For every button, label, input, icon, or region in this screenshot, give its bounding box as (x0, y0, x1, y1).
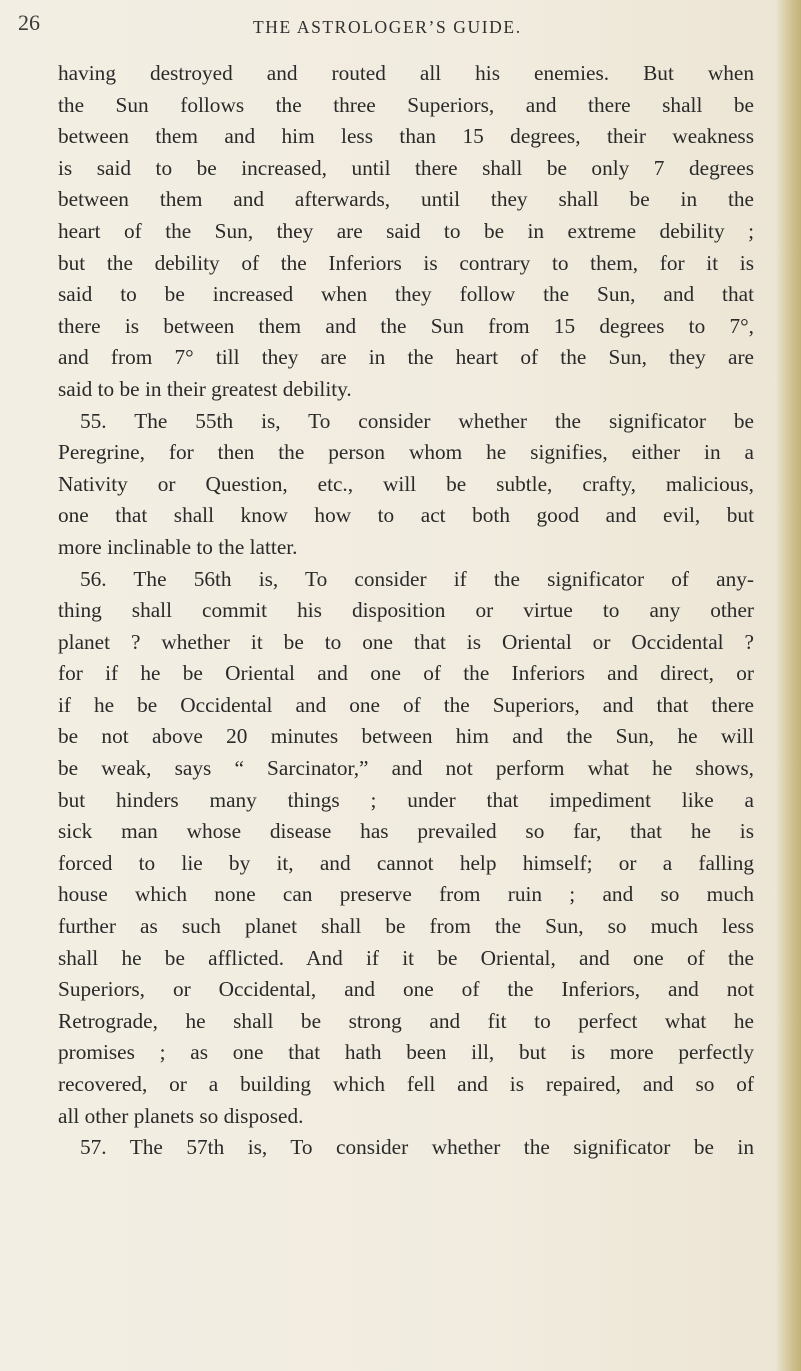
text-line: and from 7° till they are in the heart of the Sun, they are (58, 345, 754, 370)
running-head: THE ASTROLOGER’S GUIDE. (253, 17, 522, 37)
text-line: having destroyed and routed all his enemies. But when (58, 61, 754, 85)
text-line: one that shall know how to act both good and evil, but (58, 503, 754, 528)
text-line: there is between them and the Sun from 15 degrees to 7°, (58, 313, 754, 338)
text-line: forced to lie by it, and cannot help himself; or a falling (58, 850, 754, 875)
text-line: Superiors, or Occidental, and one of the Inferiors, and not (58, 977, 754, 1002)
text-line: heart of the Sun, they are said to be in extreme debility ; (58, 218, 754, 243)
text-line: the Sun follows the three Superiors, and there shall be (58, 92, 754, 117)
text-line: recovered, or a building which fell and is repaired, and so of (58, 1072, 754, 1096)
paragraph-55-line: 55. The 55th is, To consider whether the significator be (80, 408, 754, 433)
text-line: be weak, says “ Sarcinator,” and not perform what he shows, (58, 756, 754, 781)
text-line: if he be Occidental and one of the Superiors, and that there (58, 692, 754, 717)
text-line: said to be in their greatest debility. (58, 376, 352, 401)
text-line: thing shall commit his disposition or virtue to any other (58, 598, 754, 623)
text-line: house which none can preserve from ruin ; and so much (58, 882, 754, 907)
text-line: sick man whose disease has prevailed so far, that he is (58, 819, 754, 844)
body-text (58, 58, 754, 1164)
text-line: said to be increased when they follow the Sun, and that (58, 282, 754, 307)
text-line: between them and him less than 15 degrees, their weakness (58, 124, 754, 149)
text-line: more inclinable to the latter. (58, 534, 298, 559)
page-edge-shadow (775, 0, 801, 1371)
text-line: further as such planet shall be from the Sun, so much less (58, 914, 754, 939)
text-line: but the debility of the Inferiors is contrary to them, for it is (58, 250, 754, 275)
page-number: 26 (18, 10, 40, 35)
text-line: Nativity or Question, etc., will be subtle, crafty, malicious, (58, 471, 754, 496)
text-line: is said to be increased, until there shall be only 7 degrees (58, 155, 754, 180)
paragraph-57-line: 57. The 57th is, To consider whether the significator be in (80, 1135, 754, 1160)
text-line: promises ; as one that hath been ill, but is more perfectly (58, 1040, 754, 1065)
text-line: Peregrine, for then the person whom he signifies, either in a (58, 440, 754, 465)
text-line: between them and afterwards, until they shall be in the (58, 187, 754, 212)
text-line: planet ? whether it be to one that is Oriental or Occidental ? (58, 629, 754, 654)
text-line: but hinders many things ; under that impediment like a (58, 787, 754, 812)
text-line: shall he be afflicted. And if it be Oriental, and one of the (58, 945, 754, 970)
text-line: be not above 20 minutes between him and the Sun, he will (58, 724, 754, 749)
text-line: all other planets so disposed. (58, 1103, 304, 1128)
text-line: Retrograde, he shall be strong and fit to perfect what he (58, 1008, 754, 1033)
text-line: for if he be Oriental and one of the Inferiors and direct, or (58, 661, 754, 686)
paragraph-56-line: 56. The 56th is, To consider if the significator of any- (80, 566, 754, 591)
